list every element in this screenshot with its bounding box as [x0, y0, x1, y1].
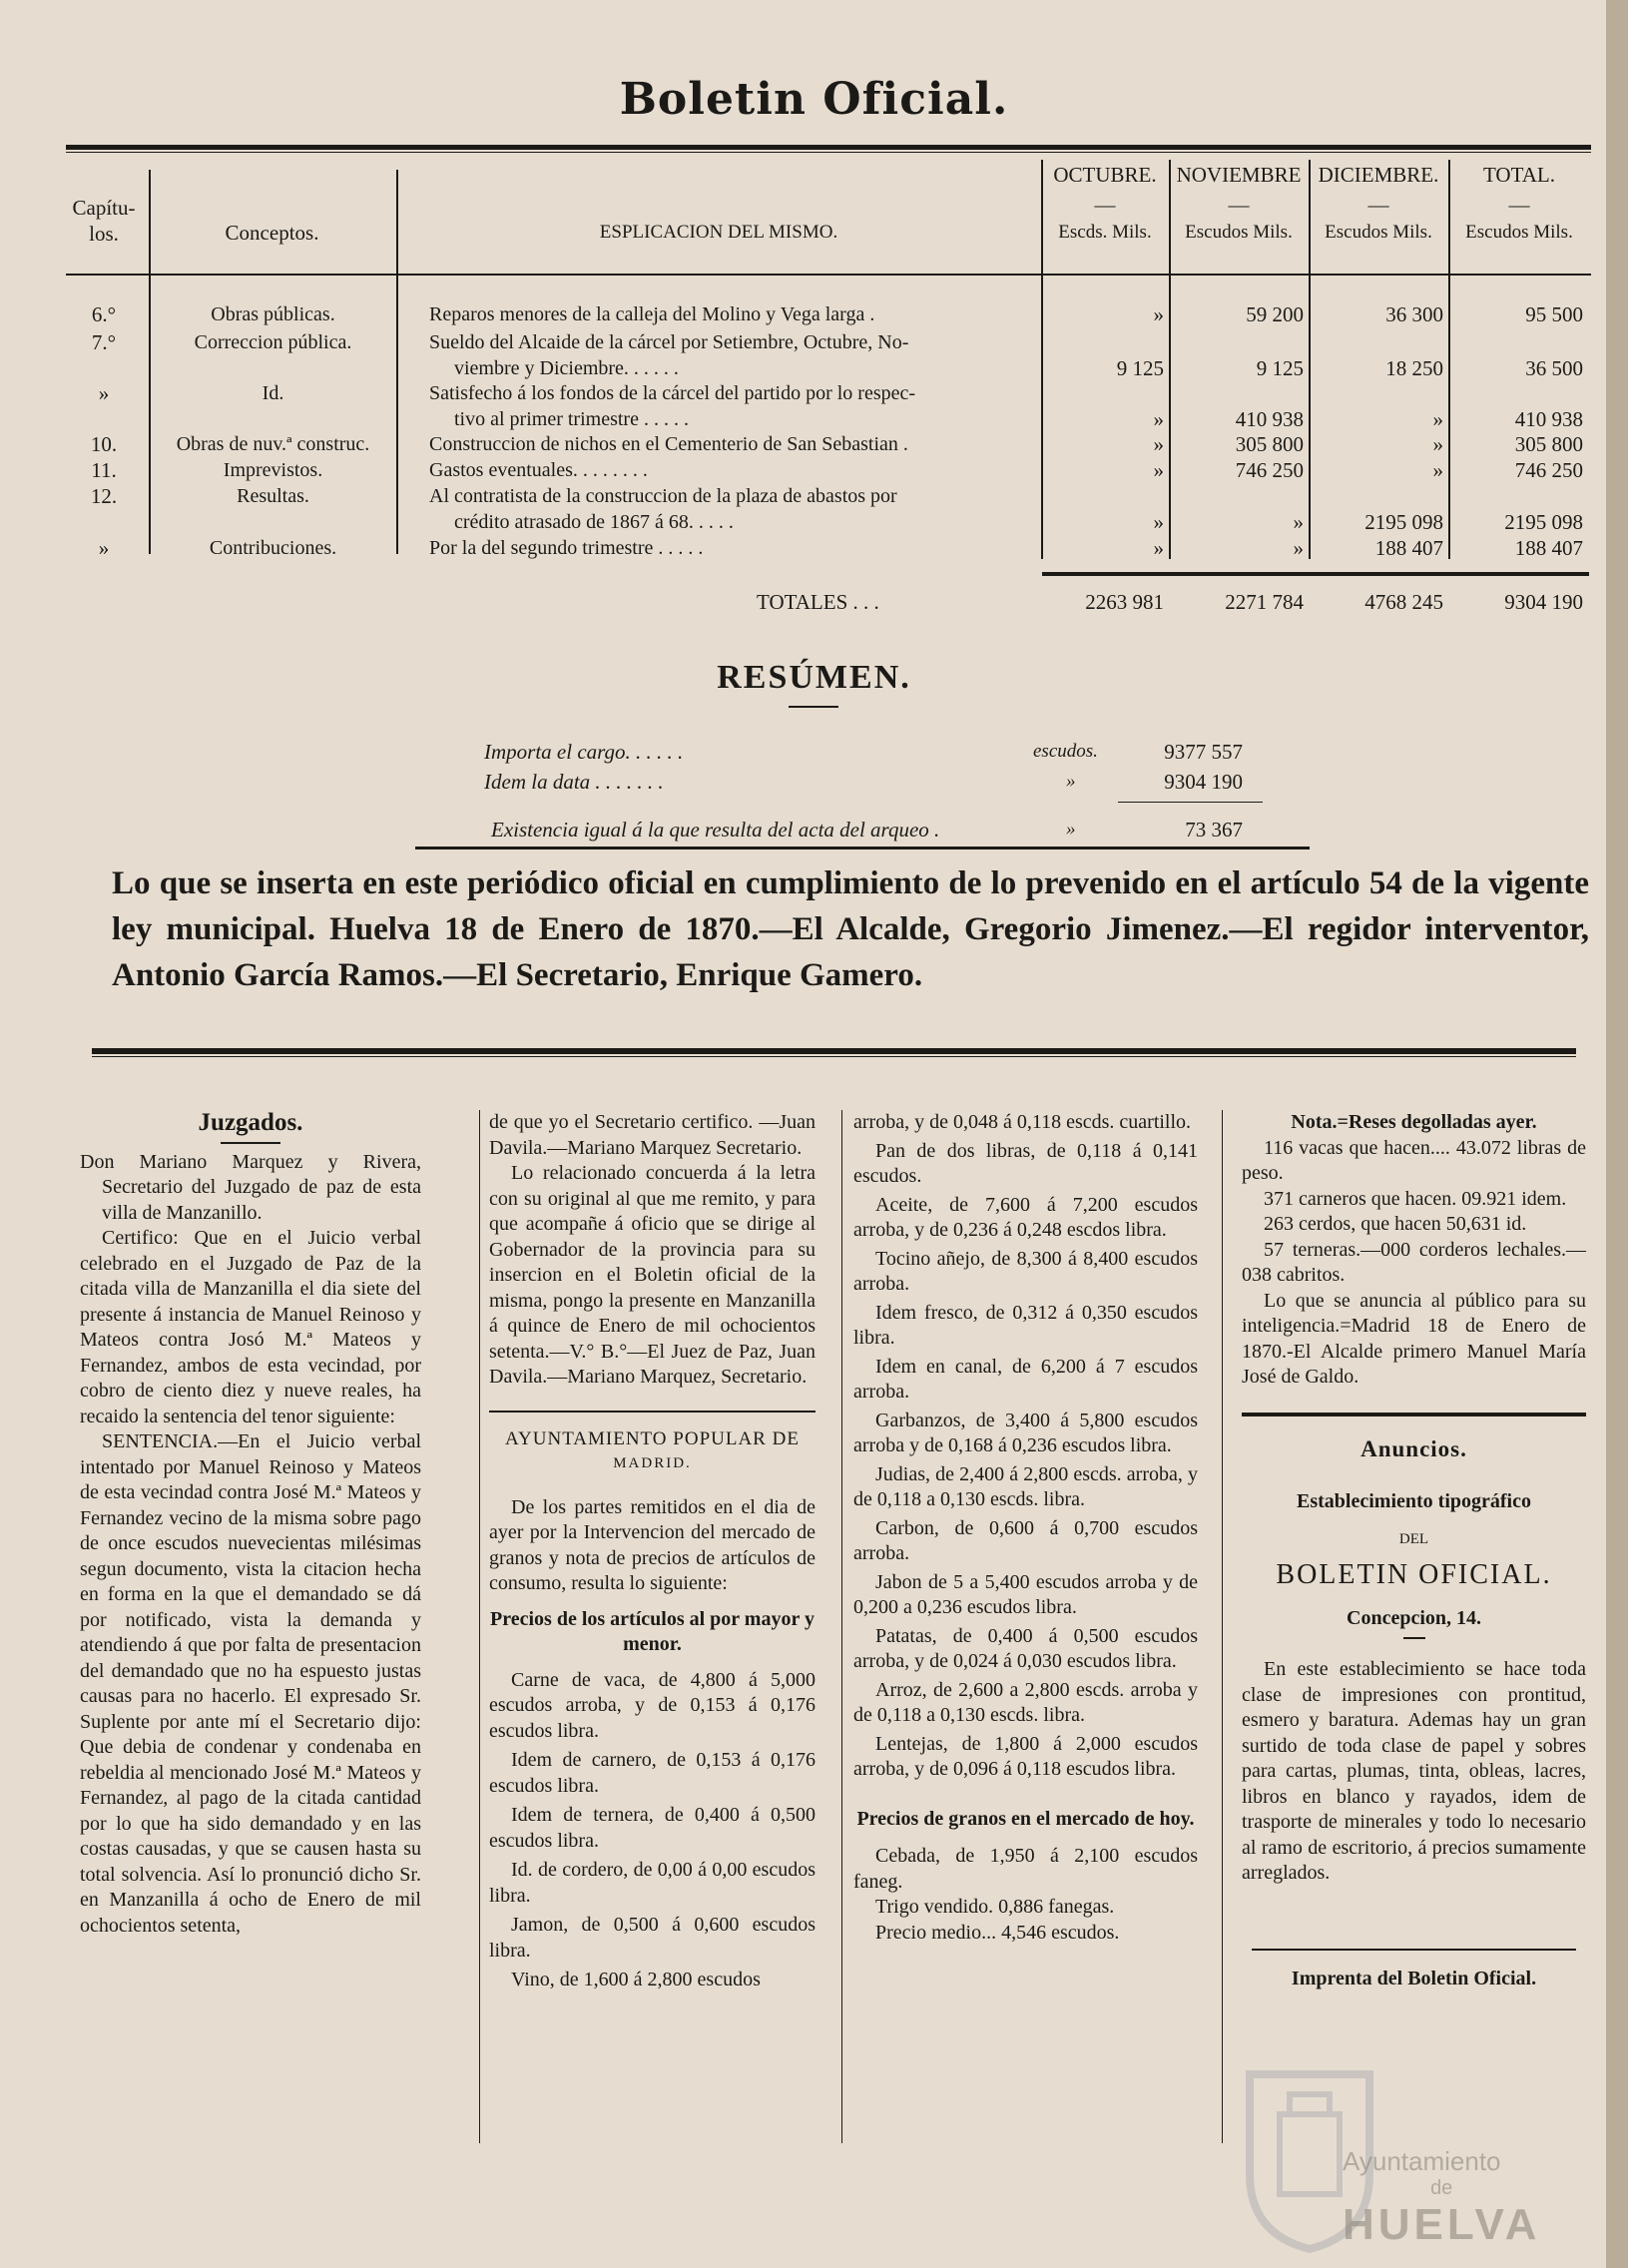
resumen-underline [789, 706, 838, 708]
price-item: Vino, de 1,600 á 2,800 escudos [511, 1969, 761, 1990]
price-item: Idem de ternera, de 0,400 á 0,500 escudos libra. [489, 1804, 815, 1852]
row-concepto: Resultas. [237, 485, 309, 507]
th-dash-nov: — [1228, 193, 1250, 217]
row-capitulo: 11. [91, 458, 117, 482]
row-explicacion-line: viembre y Diciembre. . . . . . [454, 357, 679, 379]
row-explicacion-line: Gastos eventuales. . . . . . . . [429, 459, 648, 481]
resumen-unit: » [1066, 819, 1076, 840]
nota-item: 371 carneros que hacen. 09.921 idem. [1264, 1187, 1567, 1210]
del-text: DEL [1398, 1530, 1429, 1547]
row-capitulo: 10. [90, 432, 118, 456]
establecimiento-heading: Establecimiento tipográfico [1297, 1490, 1531, 1512]
row-noviembre: » [1293, 536, 1304, 560]
precios-subheading: Precios de los artículos al por mayor y menor. [490, 1607, 814, 1655]
watermark-line1: Ayuntamiento [1343, 2146, 1501, 2176]
section-rule [92, 1048, 1576, 1054]
th-capitulos: Capítu- los. [72, 196, 136, 246]
th-units-tot: Escudos Mils. [1465, 222, 1573, 243]
row-octubre: » [1153, 407, 1164, 431]
row-diciembre: » [1432, 407, 1443, 431]
price-item: Idem en canal, de 6,200 á 7 escudos arroba. [853, 1355, 1198, 1403]
row-noviembre: 59 200 [1246, 302, 1304, 326]
row-octubre: » [1153, 510, 1164, 534]
row-explicacion-line: Reparos menores de la calleja del Molino y Vega larga . [429, 303, 875, 325]
imprenta-footer: Imprenta del Boletin Oficial. [1291, 1967, 1537, 1989]
row-explicacion-line: Al contratista de la construccion de la plaza de abastos por [429, 485, 897, 507]
column-divider [841, 1110, 842, 2143]
watermark-line2: de [1430, 2177, 1453, 2199]
grain-item: Trigo vendido. 0,886 fanegas. [875, 1896, 1115, 1918]
row-noviembre: 305 800 [1235, 432, 1304, 456]
price-item: Carbon, de 0,600 á 0,700 escudos arroba. [853, 1516, 1198, 1564]
row-diciembre: » [1432, 458, 1443, 482]
row-diciembre: » [1432, 432, 1443, 456]
row-concepto: Obras públicas. [211, 303, 335, 325]
row-explicacion-line: Sueldo del Alcaide de la cárcel por Setiembre, Octubre, No- [429, 331, 909, 353]
price-item: Judias, de 2,400 á 2,800 escds. arroba, y de 0,118 a 0,130 escds. libra. [853, 1462, 1198, 1510]
row-octubre: » [1153, 302, 1164, 326]
totals-rule [1042, 572, 1589, 576]
row-explicacion-line: Construccion de nichos en el Cementerio de San Sebastian . [429, 433, 908, 455]
page-edge [1606, 0, 1628, 2268]
resumen-label: Existencia igual á la que resulta del acta del arqueo . [491, 818, 940, 842]
row-total: 188 407 [1514, 536, 1583, 560]
ayuntamiento-heading: AYUNTAMIENTO POPULAR DE [505, 1427, 800, 1449]
resumen-value: 73 367 [1185, 818, 1243, 842]
th-dash-tot: — [1508, 193, 1530, 217]
price-item: Jamon, de 0,500 á 0,600 escudos libra. [489, 1914, 815, 1962]
resumen-value: 9304 190 [1164, 770, 1243, 794]
partes-paragraph: De los partes remitidos en el dia de ayer por la Intervencion del mercado de granos y nota de precios de artículos de consumo, resulta lo siguiente: [489, 1495, 815, 1594]
section-heading-juzgados: Juzgados. [198, 1109, 303, 1136]
resumen-unit: escudos. [1033, 741, 1098, 762]
price-item: Garbanzos, de 3,400 á 5,800 escudos arroba y de 0,168 á 0,236 escudos libra. [853, 1409, 1198, 1456]
row-total: 410 938 [1514, 407, 1583, 431]
madrid-heading: MADRID. [613, 1455, 692, 1471]
establecimiento-paragraph: En este establecimiento se hace toda clase de impresiones con prontitud, esmero y baratura. Ademas hay un gran surtido de toda clase de papel y sobres para cartas, plumas, tinta, obleas, lacres, libros en blanco y rayados, idem de trasporte de minerales y todo lo necesario al ramo de escritorio, á precios sumamente arreglados. [1242, 1658, 1586, 1884]
row-concepto: Contribuciones. [209, 537, 337, 559]
th-dash-oct: — [1094, 193, 1116, 217]
row-total: 2195 098 [1504, 510, 1583, 534]
address-rule [1403, 1637, 1425, 1639]
column-nota-anuncios [1242, 1110, 1586, 1991]
price-item: Id. de cordero, de 0,00 á 0,00 escudos libra. [489, 1859, 815, 1907]
row-octubre: » [1153, 458, 1164, 482]
th-units-dic: Escudos Mils. [1325, 222, 1432, 243]
th-conceptos: Conceptos. [225, 221, 319, 245]
th-units-oct: Escds. Mils. [1058, 222, 1152, 243]
watermark-line3: HUELVA [1343, 2200, 1541, 2249]
row-diciembre: 18 250 [1385, 356, 1443, 380]
anuncios-rule [1242, 1413, 1586, 1417]
row-diciembre: 188 407 [1374, 536, 1443, 560]
row-diciembre: 2195 098 [1364, 510, 1443, 534]
granos-subheading: Precios de granos en el mercado de hoy. [856, 1807, 1195, 1830]
nota-item: 116 vacas que hacen.... 43.072 libras de peso. [1242, 1136, 1586, 1184]
notice-paragraph: Lo que se inserta en este periódico oficial en cumplimiento de lo prevenido en el artículo 54 de la vigente ley municipal. Huelva 18 de Enero de 1870.—El Alcalde, Gregorio Jimenez.—El regidor interventor, Antonio García Ramos.—El Secretario, Enrique Gamero. [112, 865, 1589, 993]
price-item: Aceite, de 7,600 á 7,200 escudos arroba, y de 0,236 á 0,248 escdos libra. [853, 1193, 1198, 1241]
nota-item: 263 cerdos, que hacen 50,631 id. [1264, 1213, 1527, 1235]
grain-list [853, 1844, 1198, 1946]
nota-item: 57 terneras.—000 corderos lechales.—038 cabritos. [1242, 1238, 1586, 1286]
resumen-sum-rule [1118, 802, 1263, 803]
intro-paragraph: Don Mariano Marquez y Rivera, Secretario del Juzgado de paz de esta villa de Manzanillo. [80, 1150, 421, 1224]
price-list [489, 1668, 815, 1993]
section-rule [489, 1411, 815, 1413]
nota-heading: Nota.=Reses degolladas ayer. [1291, 1111, 1537, 1133]
price-item: Pan de dos libras, de 0,118 á 0,141 escudos. [853, 1139, 1198, 1187]
price-item: arroba, y de 0,048 á 0,118 escds. cuartillo. [853, 1111, 1192, 1133]
masthead-rule [66, 145, 1591, 150]
totales-dic: 4768 245 [1364, 590, 1443, 614]
th-total: TOTAL. [1482, 163, 1555, 187]
row-total: 305 800 [1514, 432, 1583, 456]
row-octubre: » [1153, 536, 1164, 560]
totales-oct: 2263 981 [1085, 590, 1164, 614]
totales-tot: 9304 190 [1504, 590, 1583, 614]
totales-nov: 2271 784 [1225, 590, 1304, 614]
resumen-bottom-rule [415, 847, 1310, 850]
col-divider [149, 170, 151, 554]
price-item: Patatas, de 0,400 á 0,500 escudos arroba, y de 0,024 á 0,030 escudos libra. [853, 1624, 1198, 1672]
column-divider [1222, 1110, 1223, 2143]
certifico-paragraph: Certifico: Que en el Juicio verbal celebrado en el Juzgado de Paz de la citada villa de Manzanilla el dia siete del presente á instancia de Manuel Reinoso y Mateos contra Josó M.ª Mateos y Fernandez, ambos de esta vecindad, por cobro de ciento diez y nueve reales, ha recaido la sentencia del tenor siguiente: [80, 1227, 421, 1427]
header-rule [66, 274, 1591, 276]
price-item: Carne de vaca, de 4,800 á 5,000 escudos arroba, y de 0,153 á 0,176 escudos libra. [489, 1668, 815, 1742]
concuerda-paragraph: Lo relacionado concuerda á la letra con su original al que me remito, y para que acompañe á oficio que se dirige al Gobernador de la provincia para su insercion en el Boletin oficial de la misma, pongo la presente en Manzanilla á quince de Enero de mil ochocientos setenta.—V.° B.°—El Juez de Paz, Juan Davila.—Mariano Marquez, Secretario. [489, 1162, 815, 1388]
row-capitulo: 6.° [91, 302, 117, 326]
anuncios-heading: Anuncios. [1360, 1435, 1467, 1461]
row-total: 746 250 [1514, 458, 1583, 482]
watermark-text [1343, 2146, 1540, 2250]
footer-rule [1252, 1949, 1576, 1951]
row-capitulo: » [98, 536, 110, 560]
row-explicacion-line: Por la del segundo trimestre . . . . . [429, 537, 704, 559]
sentencia-paragraph: SENTENCIA.—En el Juicio verbal intentado por Manuel Reinoso y Mateos de esta vecindad contra José M.ª Mateos y Fernandez vecino de la misma sobre pago de once escudos nuevecientas milésimas segun documento, vista la citacion hecha en forma en la que el demandado se dá por notificado, vista la demanda y atendiendo á que por falta de presentacion del demandado que no ha espuesto justas causas para no hacerlo. El expresado Sr. Suplente por ante mí el Secretario dijo: Que debia de condenar y condenaba en rebeldia al mencionado José M.ª Mateos y Fernandez, al pago de la citada cantidad por lo que ha sido demandado y en las costas causadas, y que se causen hasta su total solvencia. Así lo pronunció dicho Sr. en Manzanilla á ocho de Enero de mil ochocientos setenta, [80, 1430, 421, 1937]
nota-list [1242, 1136, 1586, 1289]
price-item: Idem de carnero, de 0,153 á 0,176 escudos libra. [489, 1749, 815, 1797]
row-diciembre: 36 300 [1385, 302, 1443, 326]
column-juzgados [80, 1110, 421, 1939]
col-divider [396, 170, 398, 554]
price-item: Idem fresco, de 0,312 á 0,350 escudos libra. [853, 1301, 1198, 1349]
row-noviembre: » [1293, 510, 1304, 534]
row-explicacion-line: crédito atrasado de 1867 á 68. . . . . [454, 511, 734, 533]
resumen-label: Idem la data . . . . . . . [484, 770, 664, 794]
price-list [853, 1110, 1198, 1783]
column-prices [853, 1110, 1198, 1946]
row-concepto: Id. [262, 382, 284, 404]
totales-label: TOTALES . . . [757, 590, 879, 614]
column-ayuntamiento [489, 1110, 815, 1997]
price-item: Lentejas, de 1,800 á 2,000 escudos arroba, y de 0,096 á 0,118 escudos libra. [853, 1732, 1198, 1780]
row-noviembre: 9 125 [1256, 356, 1304, 380]
heading-rule [221, 1142, 280, 1144]
th-diciembre: DICIEMBRE. [1318, 163, 1439, 187]
row-total: 36 500 [1525, 356, 1583, 380]
row-concepto: Imprevistos. [223, 459, 323, 481]
th-explicacion: ESPLICACION DEL MISMO. [599, 222, 838, 243]
masthead-rule-thin [66, 152, 1591, 153]
section-rule-thin [92, 1056, 1576, 1057]
address-heading: Concepcion, 14. [1347, 1606, 1481, 1629]
row-noviembre: 410 938 [1235, 407, 1304, 431]
masthead-title: Boletin Oficial. [619, 74, 1009, 125]
th-dash-dic: — [1367, 193, 1389, 217]
price-item: Tocino añejo, de 8,300 á 8,400 escudos arroba. [853, 1247, 1198, 1295]
row-capitulo: 12. [90, 484, 118, 508]
boletin-oficial-heading: BOLETIN OFICIAL. [1276, 1559, 1552, 1590]
price-item: Jabon de 5 a 5,400 escudos arroba y de 0,200 a 0,236 escudos libra. [853, 1570, 1198, 1618]
row-concepto: Obras de nuv.ª construc. [176, 433, 370, 455]
row-total: 95 500 [1525, 302, 1583, 326]
grain-item: Precio medio... 4,546 escudos. [875, 1921, 1120, 1944]
row-capitulo: 7.° [91, 330, 117, 354]
nota-paragraph: Lo que se anuncia al público para su inteligencia.=Madrid 18 de Enero de 1870.-El Alcalde primero Manuel María José de Galdo. [1242, 1289, 1586, 1388]
grain-item: Cebada, de 1,950 á 2,100 escudos faneg. [853, 1845, 1198, 1893]
resumen-title: RESÚMEN. [717, 659, 911, 696]
row-octubre: 9 125 [1116, 356, 1164, 380]
resumen-label: Importa el cargo. . . . . . [484, 740, 684, 764]
th-octubre: OCTUBRE. [1053, 163, 1157, 187]
price-item: Arroz, de 2,600 a 2,800 escds. arroba y de 0,118 a 0,130 escds. libra. [853, 1678, 1198, 1726]
row-capitulo: » [98, 381, 110, 405]
row-octubre: » [1153, 432, 1164, 456]
row-explicacion-line: Satisfecho á los fondos de la cárcel del partido por lo respec- [429, 382, 916, 404]
th-noviembre: NOVIEMBRE [1176, 163, 1302, 187]
resumen-value: 9377 557 [1164, 740, 1243, 764]
certifico-continuation: de que yo el Secretario certifico. —Juan Davila.—Mariano Marquez Secretario. [489, 1111, 815, 1159]
resumen-unit: » [1066, 771, 1076, 792]
th-units-nov: Escudos Mils. [1185, 222, 1293, 243]
row-noviembre: 746 250 [1235, 458, 1304, 482]
column-divider [479, 1110, 480, 2143]
row-concepto: Correccion pública. [194, 331, 352, 353]
row-explicacion-line: tivo al primer trimestre . . . . . [454, 408, 689, 430]
